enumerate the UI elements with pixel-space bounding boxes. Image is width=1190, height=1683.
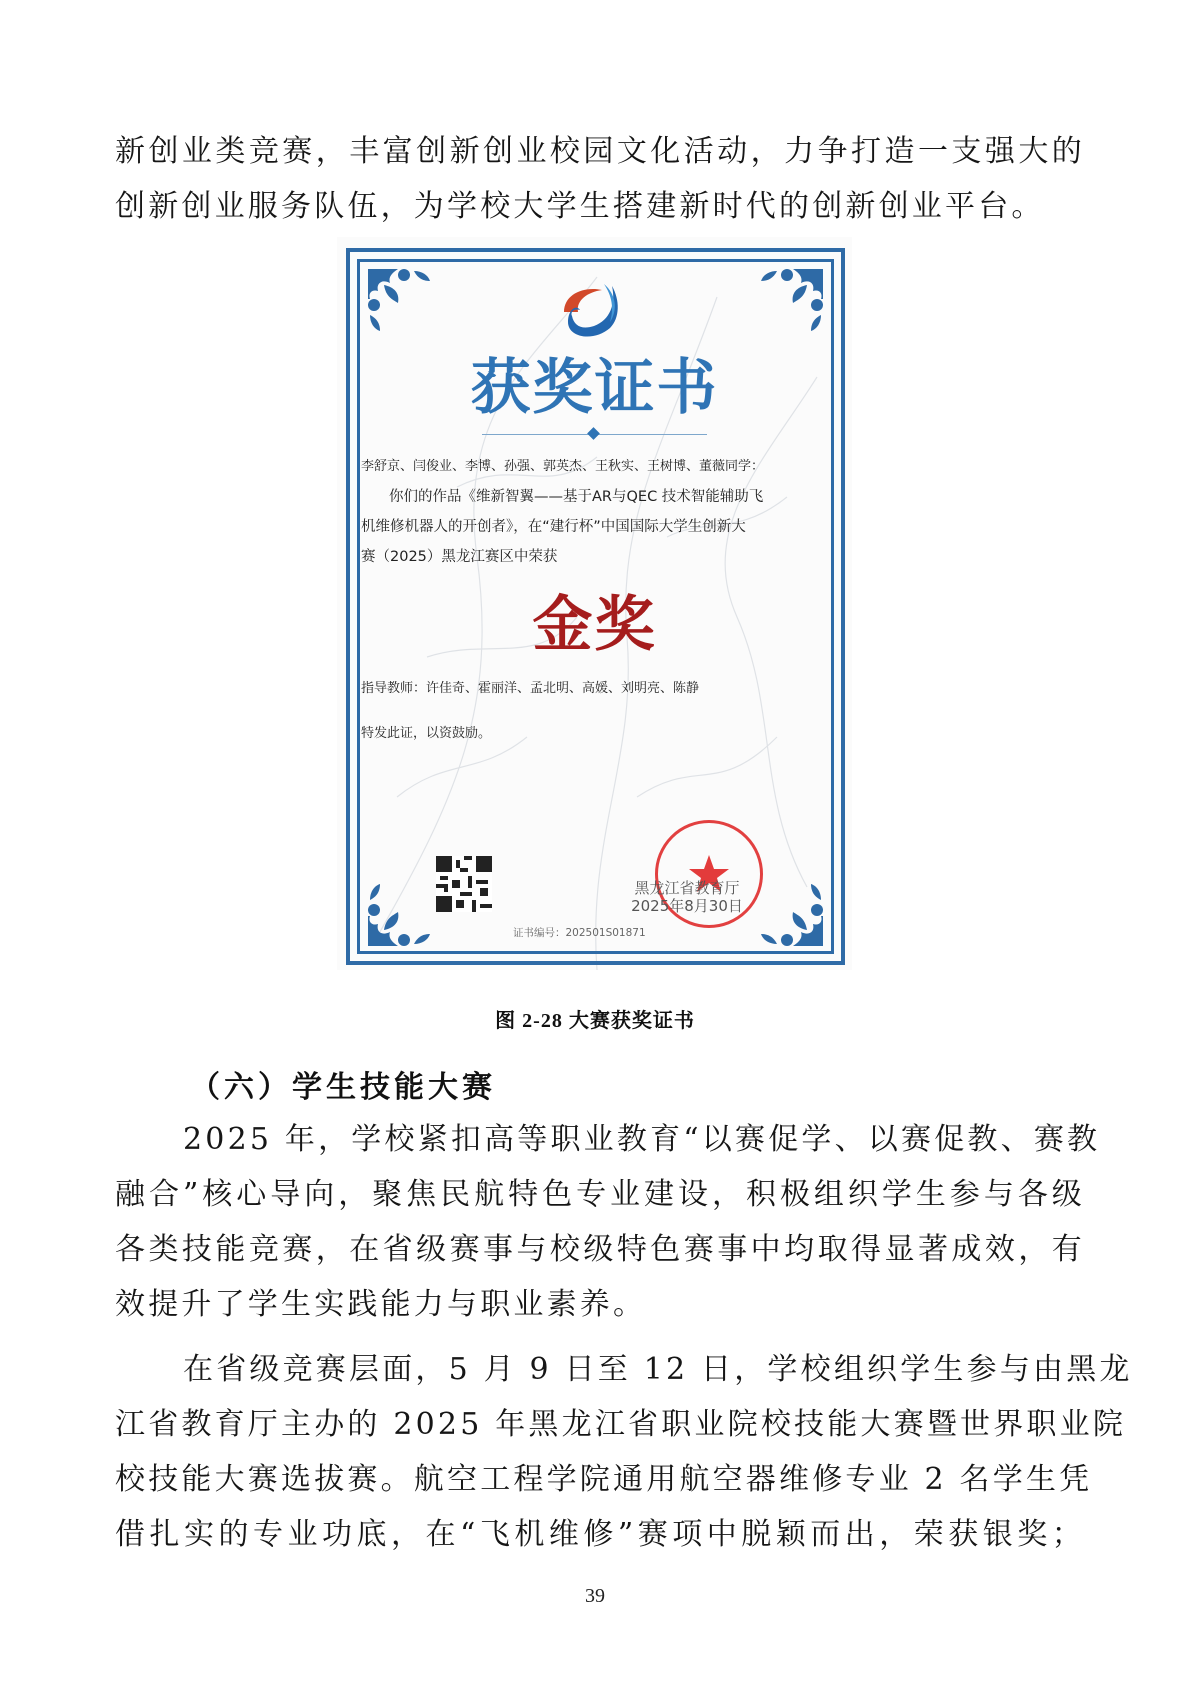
corner-ornament-icon (364, 870, 444, 950)
certificate-closing: 特发此证，以资鼓励。 (361, 726, 492, 741)
certificate-recipients: 李舒京、闫俊业、李博、孙强、郭英杰、王秋实、王树博、董薇同学： (361, 459, 765, 474)
paragraph-line: 在省级竞赛层面，5 月 9 日至 12 日，学校组织学生参与由黑龙 (183, 1352, 1133, 1387)
certificate-body-line: 机维修机器人的开创者》，在“建行杯”中国国际大学生创新大 (361, 519, 746, 535)
section-heading: （六）学生技能大赛 (190, 1070, 496, 1105)
paragraph-line: 江省教育厅主办的 2025 年黑龙江省职业院校技能大赛暨世界职业院 (115, 1407, 1127, 1442)
corner-ornament-icon (747, 265, 827, 345)
qr-code-icon (436, 855, 492, 913)
paragraph-line: 效提升了学生实践能力与职业素养。 (115, 1287, 647, 1322)
page-number: 39 (585, 1585, 605, 1607)
figure-caption: 图 2-28 大赛获奖证书 (495, 1010, 695, 1032)
certificate-body-line: 赛（2025）黑龙江赛区中荣获 (361, 549, 558, 565)
award-certificate-image (337, 237, 852, 970)
certificate-date: 2025年8月30日 (631, 897, 743, 915)
corner-ornament-icon (364, 265, 444, 345)
certificate-body-line: 你们的作品《维新智翼——基于AR与QEC 技术智能辅助飞 (389, 489, 764, 505)
paragraph-line: 创新创业服务队伍，为学校大学生搭建新时代的创新创业平台。 (115, 189, 1045, 224)
certificate-issuer: 黑龙江省教育厅 (634, 879, 740, 897)
paragraph-line: 各类技能竞赛，在省级赛事与校级特色赛事中均取得显著成效，有 (115, 1232, 1085, 1267)
paragraph-line: 校技能大赛选拔赛。航空工程学院通用航空器维修专业 2 名学生凭 (115, 1462, 1093, 1497)
paragraph-line: 借扎实的专业功底，在“飞机维修”赛项中脱颖而出，荣获银奖； (115, 1517, 1085, 1552)
award-level: 金奖 (532, 590, 657, 660)
certificate-advisors: 指导教师：许佳奇、霍丽洋、孟北明、高媛、刘明亮、陈静 (361, 681, 700, 696)
competition-logo-icon (554, 282, 634, 342)
paragraph-line: 融合”核心导向，聚焦民航特色专业建设，积极组织学生参与各级 (115, 1177, 1085, 1212)
paragraph-line: 新创业类竞赛，丰富创新创业校园文化活动，力争打造一支强大的 (115, 134, 1085, 169)
certificate-title: 获奖证书 (470, 353, 719, 423)
certificate-number: 证书编号：202501S01871 (513, 927, 646, 939)
paragraph-line: 2025 年，学校紧扣高等职业教育“以赛促学、以赛促教、赛教 (183, 1122, 1101, 1157)
